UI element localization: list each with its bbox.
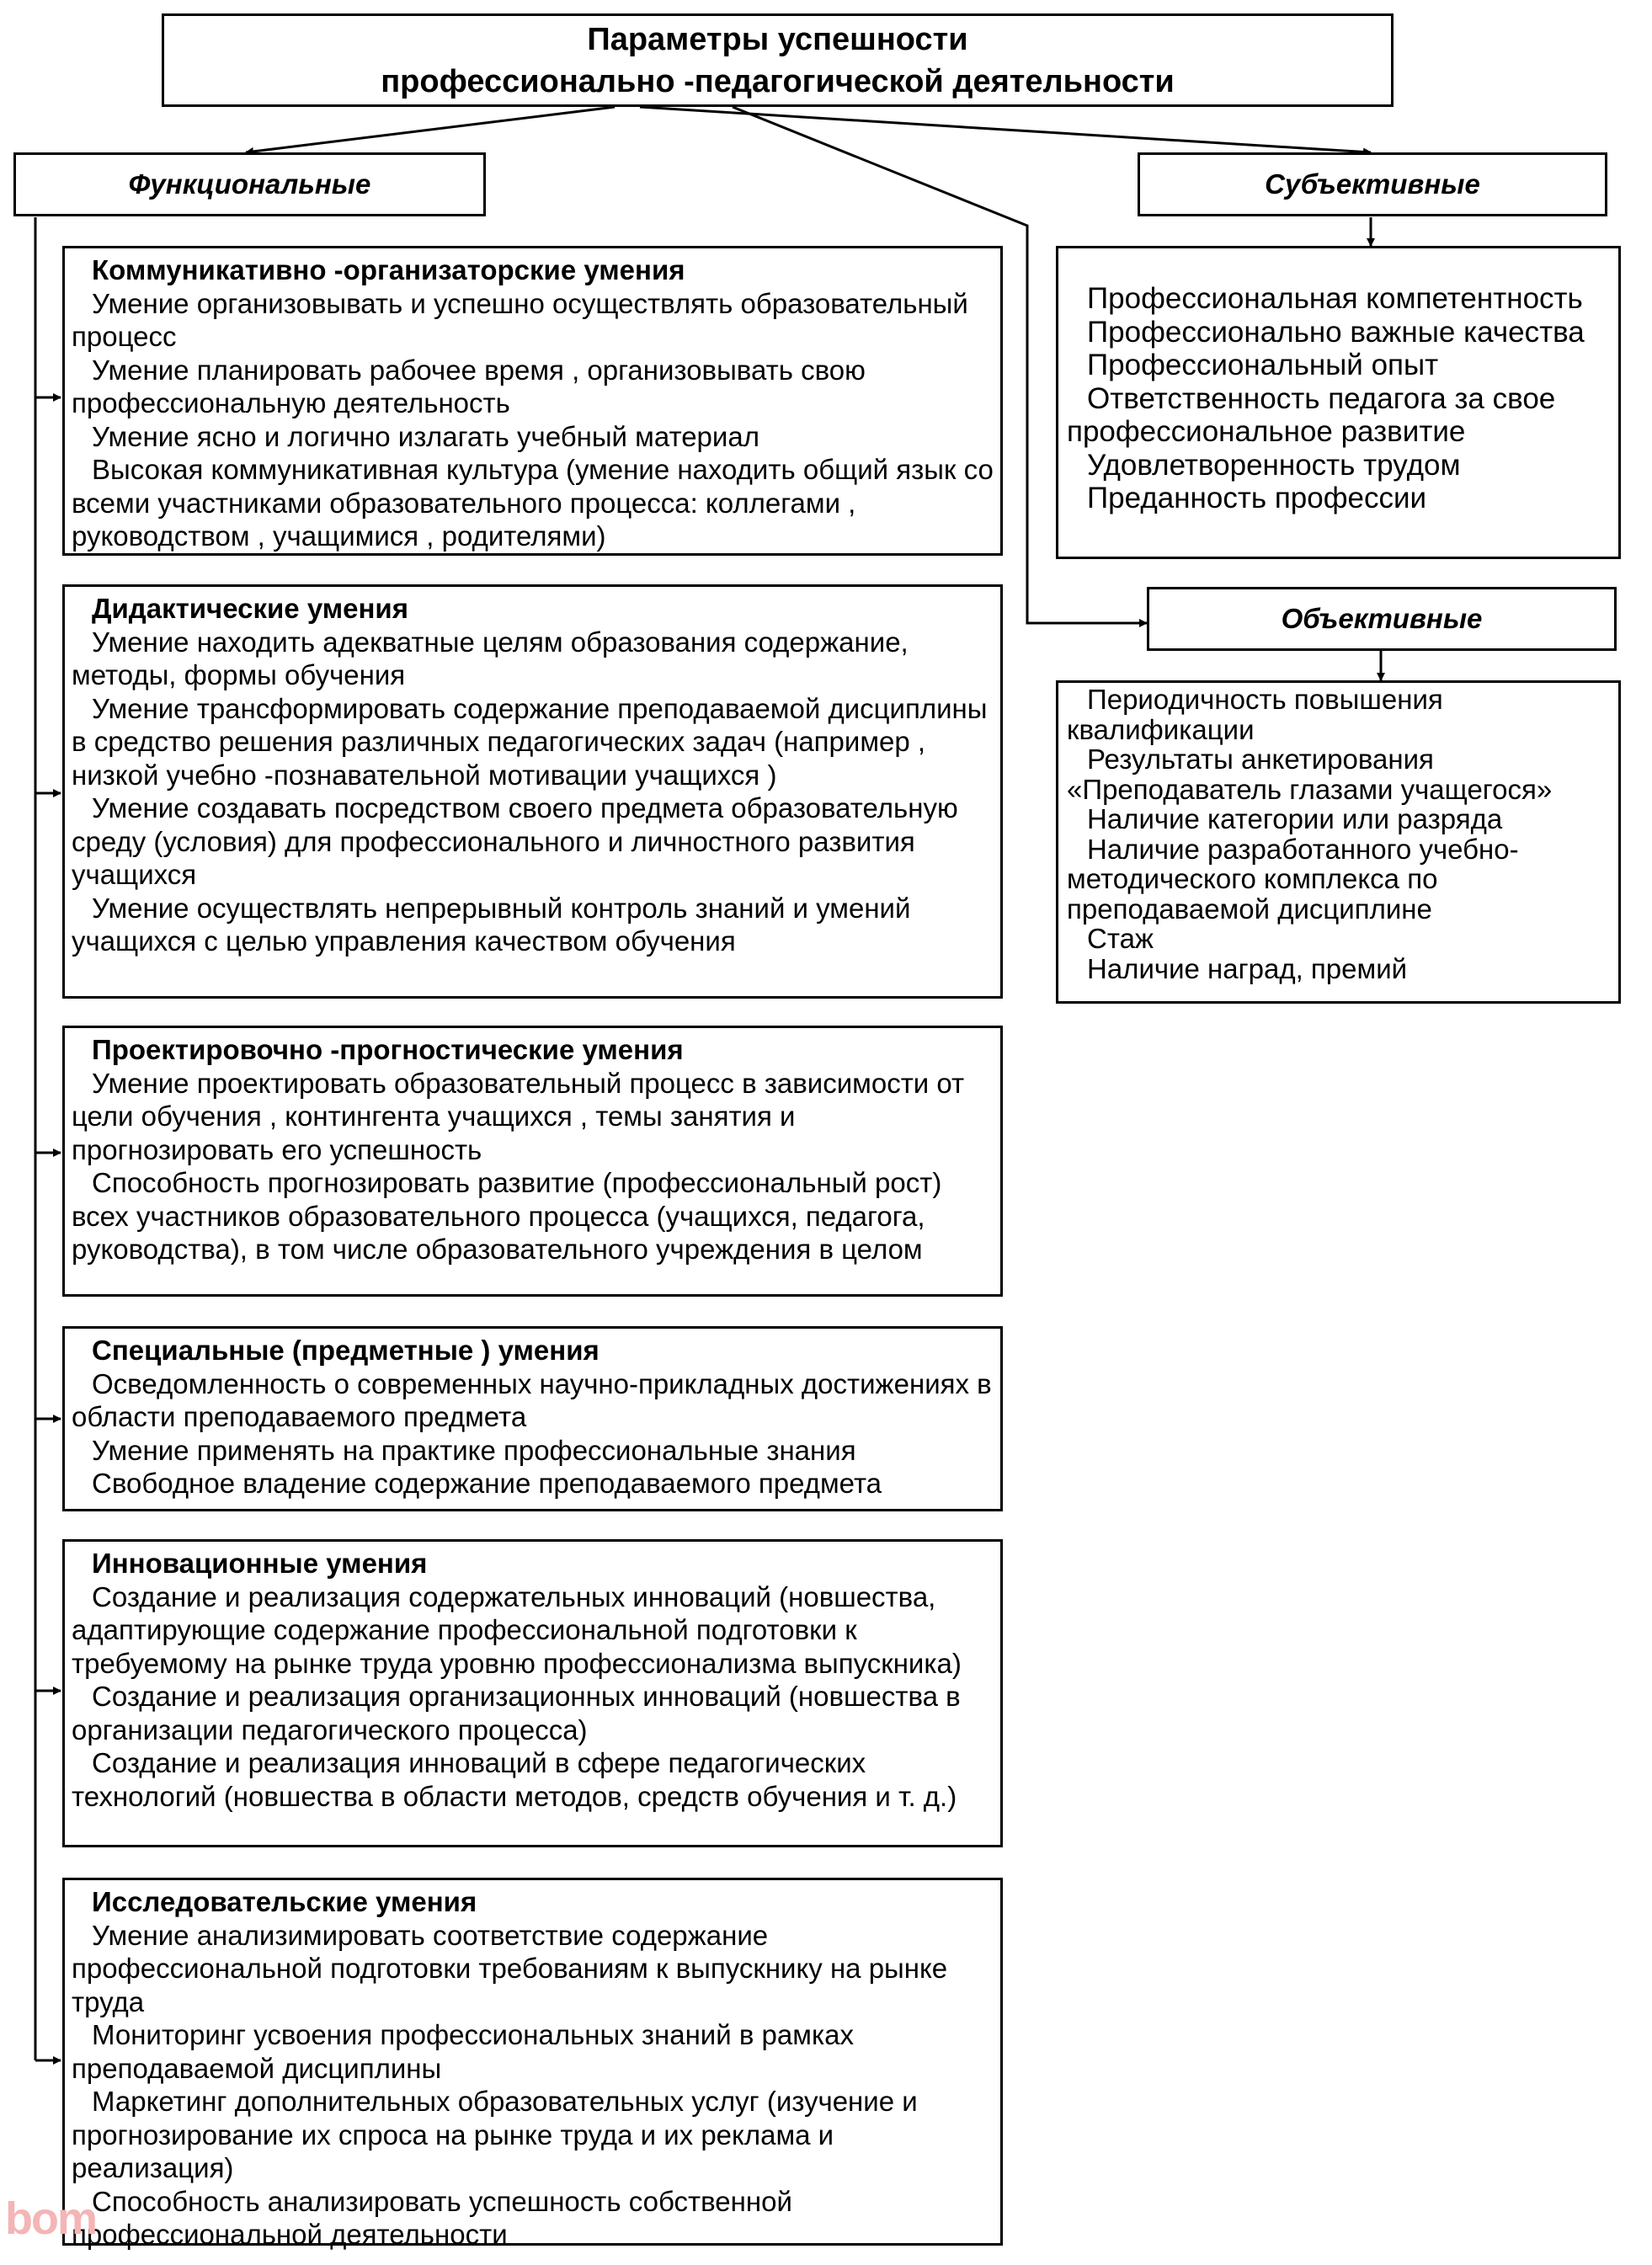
list-item: Стаж bbox=[1087, 923, 1154, 954]
list-item: Удовлетворенность трудом bbox=[1087, 448, 1461, 482]
list-item: Умение планировать рабочее время , организовывать свою профессиональную деятельность bbox=[72, 354, 866, 418]
category-functional-label: Функциональные bbox=[128, 168, 371, 200]
category-subjective bbox=[1138, 152, 1607, 216]
block-didactic bbox=[62, 584, 1003, 999]
list-item: Умение находить адекватные целям образования содержание, методы, формы обучения bbox=[72, 626, 909, 690]
list-item: Создание и реализация инноваций в сфере педагогических технологий (новшества в области методов, средств обучения и т. д.) bbox=[72, 1747, 957, 1812]
list-item: Результаты анкетирования «Преподаватель глазами учащегося» bbox=[1067, 743, 1553, 805]
block-heading: Инновационные умения bbox=[92, 1548, 428, 1579]
block-special-subject bbox=[62, 1326, 1003, 1511]
category-objective bbox=[1147, 587, 1617, 651]
block-heading: Исследовательские умения bbox=[92, 1886, 477, 1917]
list-item: Умение анализимировать соответствие содержание профессиональной подготовки требованиям к выпускнику на рынке труда bbox=[72, 1919, 948, 2017]
block-heading: Дидактические умения bbox=[92, 593, 408, 624]
list-item: Создание и реализация содержательных инноваций (новшества, адаптирующие содержание профессиональной подготовки к требуемому на рынке труда уровню профессионализма выпускника) bbox=[72, 1580, 962, 1679]
list-item: Профессионально важные качества bbox=[1087, 315, 1585, 349]
list-item: Периодичность повышения квалификации bbox=[1067, 684, 1443, 745]
block-communicative-organizational bbox=[62, 246, 1003, 556]
list-item: Умение создавать посредством своего предмета образовательную среду (условия) для профессионального и личностного развития учащихся bbox=[72, 792, 958, 890]
block-heading: Коммуникативно -организаторские умения bbox=[92, 254, 685, 285]
category-objective-label: Объективные bbox=[1281, 603, 1483, 634]
block-heading: Специальные (предметные ) умения bbox=[92, 1335, 600, 1366]
list-item: Наличие наград, премий bbox=[1087, 952, 1408, 984]
list-item: Свободное владение содержание преподаваемого предмета bbox=[92, 1468, 882, 1499]
category-subjective-label: Субъективные bbox=[1265, 168, 1480, 200]
watermark-logo: bom bbox=[5, 2193, 96, 2244]
block-innovative bbox=[62, 1539, 1003, 1847]
list-item: Способность прогнозировать развитие (профессиональный рост) всех участников образовательного процесса (учащихся, педагога, руководства), в том числе образовательного учреждения в целом bbox=[72, 1167, 942, 1265]
list-item: Преданность профессии bbox=[1087, 482, 1427, 514]
list-item: Умение проектировать образовательный процесс в зависимости от цели обучения , контингента учащихся , темы занятия и прогнозировать его успешность bbox=[72, 1067, 965, 1165]
list-item: Умение осуществлять непрерывный контроль знаний и умений учащихся с целью управления качеством обучения bbox=[72, 892, 911, 957]
objective-list bbox=[1056, 680, 1621, 1004]
block-research bbox=[62, 1878, 1003, 2250]
list-item: Умение организовывать и успешно осуществлять образовательный процесс bbox=[72, 287, 968, 352]
title-line-1: Параметры успешности bbox=[587, 21, 968, 57]
list-item: Умение ясно и логично излагать учебный материал bbox=[92, 420, 759, 452]
list-item: Создание и реализация организационных инноваций (новшества в организации педагогического процесса) bbox=[72, 1681, 961, 1745]
list-item: Профессиональная компетентность bbox=[1087, 282, 1583, 315]
list-item: Умение трансформировать содержание преподаваемой дисциплины в средство решения различных педагогических задач (например , низкой учебно -познавательной мотивации учащихся ) bbox=[72, 692, 988, 791]
list-item: Осведомленность о современных научно-прикладных достижениях в области преподаваемого предмета bbox=[72, 1367, 992, 1432]
title-line-2: профессионально -педагогической деятельности bbox=[381, 63, 1175, 99]
subjective-list bbox=[1056, 246, 1621, 559]
category-functional bbox=[13, 152, 486, 216]
list-item: Ответственность педагога за свое профессиональное развитие bbox=[1067, 381, 1556, 448]
list-item: Профессиональный опыт bbox=[1087, 349, 1439, 381]
list-item: Маркетинг дополнительных образовательных услуг (изучение и прогнозирование их спроса на рынке труда и их реклама и реализация) bbox=[72, 2086, 918, 2183]
block-heading: Проектировочно -прогностические умения bbox=[92, 1034, 684, 1065]
list-item: Способность анализировать успешность собственной профессиональной деятельности bbox=[72, 2185, 792, 2250]
list-item: Мониторинг усвоения профессиональных знаний в рамках преподаваемой дисциплины bbox=[72, 2019, 854, 2084]
list-item: Наличие разработанного учебно-методического комплекса по преподаваемой дисциплине bbox=[1067, 833, 1519, 925]
list-item: Умение применять на практике профессиональные знания bbox=[92, 1434, 856, 1466]
list-item: Высокая коммуникативная культура (умение находить общий язык со всеми участниками образовательного процесса: коллегами , руководством , учащимися , родителями) bbox=[72, 454, 994, 552]
list-item: Наличие категории или разряда bbox=[1087, 803, 1503, 834]
diagram-title bbox=[162, 13, 1394, 107]
block-design-prognostic bbox=[62, 1026, 1003, 1297]
